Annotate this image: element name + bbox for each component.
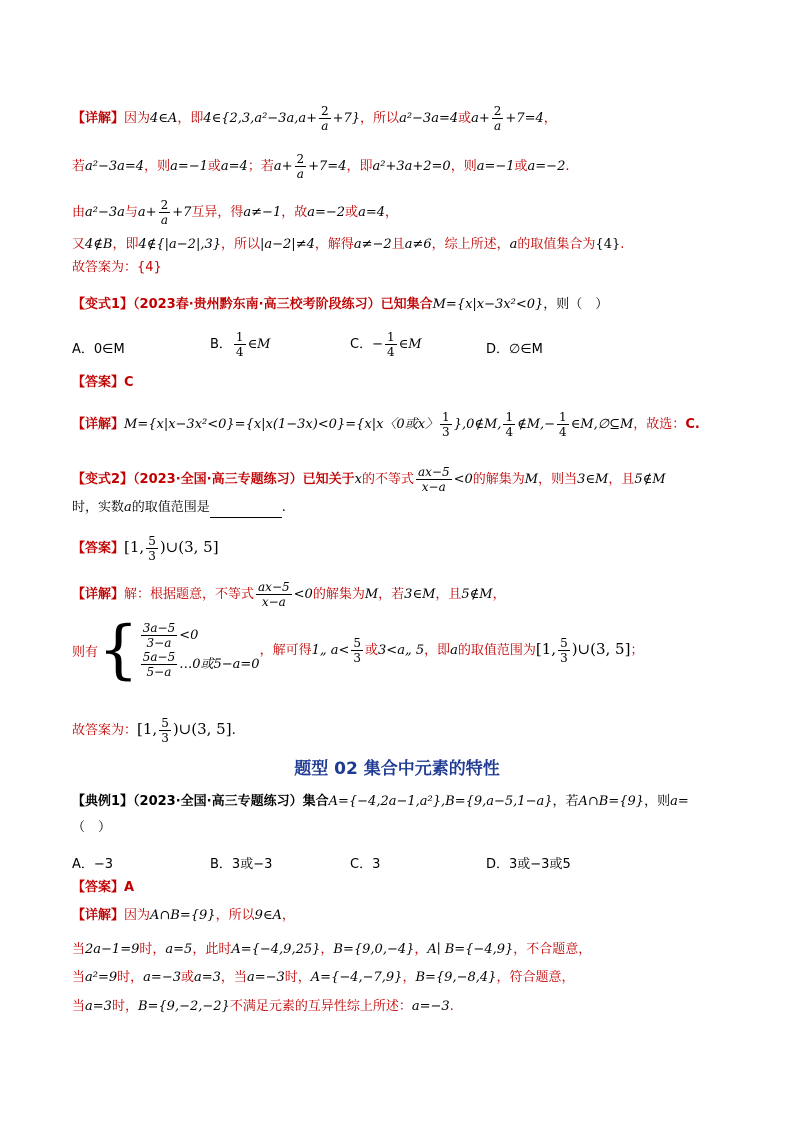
section-title: 题型 02 集合中元素的特性 <box>294 759 500 779</box>
variant1-option-c[interactable]: C．− $\frac{1}{4}$ ∈M <box>350 330 422 359</box>
variant1-tag: 【变式1】 <box>72 297 134 312</box>
variant1-detail: 【详解】M={x|x−3x²<0}={x|x(1−3x)<0}={x|x〈0或x〉 $\frac{1}{3}$ },0∉M, $\frac{1}{4}$ ∉M,− $\frac{1}{4}$ ∈M,∅⊆M，故选：C. <box>72 410 700 439</box>
variant1-option-d[interactable]: D．∅∈M <box>486 342 543 357</box>
variant2-detail-line1: 【详解】解：根据题意，不等式 $\frac{ax-5}{x-a}$ <0的解集为M，若3∈M，且5∉M， <box>72 580 506 609</box>
example1-answer: 【答案】A <box>72 880 135 895</box>
variant2-question: 【变式2】（2023·全国·高三专题练习）已知关于x的不等式 $\frac{ax-5}{x-a}$ <0的解集为M，则当3∈M，且5∉M <box>72 465 666 494</box>
variant1-option-b[interactable]: B． $\frac{1}{4}$ ∈M <box>210 330 271 359</box>
detail-line-4: 又4∉B，即4∉{|a−2|,3}，所以|a−2|≠4，解得a≠−2且a≠6，综上所述，a的取值集合为{4}. <box>72 237 625 252</box>
example1-option-d[interactable]: D．3或−3或5 <box>486 857 571 872</box>
variant1-option-a[interactable]: A．0∈M <box>72 342 125 357</box>
detail-line-1: 【详解】因为4∈A，即4∈{2,3,a²−3a,a+ $\frac{2}{a}$ +7}，所以a²−3a=4或a+ $\frac{2}{a}$ +7=4， <box>72 104 557 133</box>
brace: { <box>98 613 139 687</box>
fraction: $\frac{2}{a}$ <box>493 104 502 133</box>
answer-blank[interactable] <box>210 503 282 518</box>
example1-option-a[interactable]: A．−3 <box>72 857 114 872</box>
example1-option-b[interactable]: B．3或−3 <box>210 857 273 872</box>
detail-tag: 【详解】 <box>72 111 125 126</box>
variant2-system: 则有{ $\frac{3a-5}{3-a}$ <0 $\frac{5a-5}{5-a}$ …0或5−a=0 ，解可得1„ a< $\frac{5}{3}$ 或3<a„ 5，即a的取值范围为[1, $\frac{5}{3}$ )∪(3, 5]； <box>72 613 644 687</box>
fraction: $\frac{2}{a}$ <box>296 152 305 181</box>
variant1-question: 【变式1】（2023春·贵州黔东南·高三校考阶段练习）已知集合M={x|x−3x²<0}，则（ ） <box>72 297 609 312</box>
detail-line-2: 若a²−3a=4，则a=−1或a=4；若a+ $\frac{2}{a}$ +7=4，即a²+3a+2=0，则a=−1或a=−2. <box>72 152 570 181</box>
variant2-tag: 【变式2】 <box>72 472 134 487</box>
fraction: $\frac{2}{a}$ <box>160 198 169 227</box>
example1-paren: （ ） <box>72 820 112 835</box>
example1-detail-4: 当a=3时，B={9,−2,−2}不满足元素的互异性综上所述：a=−3. <box>72 999 454 1014</box>
detail-final-answer: 故答案为：{4} <box>72 260 162 275</box>
variant2-final-answer: 故答案为：[1, $\frac{5}{3}$ )∪(3, 5]. <box>72 716 236 745</box>
variant2-answer: 【答案】[1, $\frac{5}{3}$ )∪(3, 5] <box>72 534 219 563</box>
fraction: $\frac{2}{a}$ <box>320 104 329 133</box>
example1-question: 【典例1】（2023·全国·高三专题练习）集合A={−4,2a−1,a²},B={9,a−5,1−a}，若A∩B={9}，则a= <box>72 794 689 809</box>
variant1-answer: 【答案】C <box>72 375 134 390</box>
example1-tag: 【典例1】 <box>72 794 134 809</box>
detail-line-3: 由a²−3a与a+ $\frac{2}{a}$ +7互异，得a≠−1，故a=−2或a=4， <box>72 198 398 227</box>
example1-detail-3: 当a²=9时，a=−3或a=3，当a=−3时，A={−4,−7,9}，B={9,−8,4}，符合题意， <box>72 970 575 985</box>
example1-detail-1: 【详解】因为A∩B={9}，所以9∈A， <box>72 908 295 923</box>
example1-option-c[interactable]: C．3 <box>350 857 381 872</box>
variant2-question-line2: 时，实数a的取值范围是 . <box>72 498 286 518</box>
example1-detail-2: 当2a−1=9时，a=5，此时A={−4,9,25}，B={9,0,−4}，A∣ B={−4,9}，不合题意， <box>72 942 592 957</box>
